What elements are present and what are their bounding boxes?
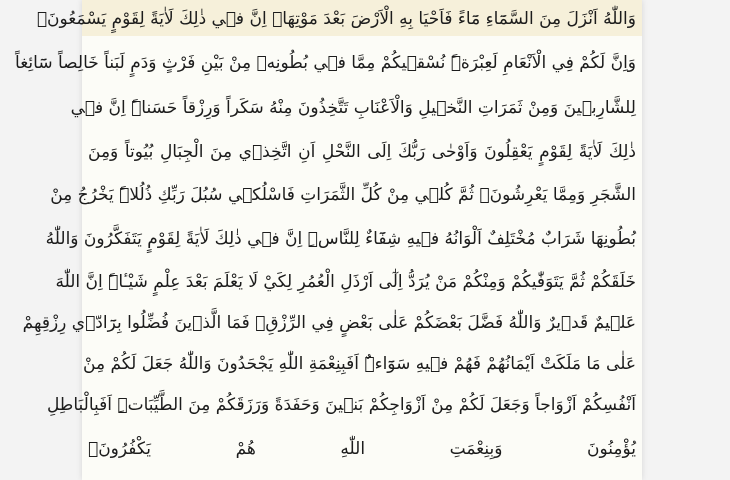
text-line-10: اَنْفُسِكُمْ اَزْوَاجاً وَجَعَلَ لَكُمْ مِنْ اَزْوَاجِكُمْ بَن۪ينَ وَحَفَدَةً وَرَزَقَكُمْ مِنَ الطَّيِّبَاتِۜ اَفَبِالْبَاطِلِ	[46, 395, 636, 415]
mushaf-page	[15, 0, 642, 480]
text-line-6: بُطُونِهَا شَرَابٌ مُخْتَلِفٌ اَلْوَانُهُ ف۪يهِ شِفَٓاءٌ لِلنَّاسِۜ اِنَّ ف۪ي ذٰلِكَ لَاٰيَةً لِقَوْمٍ يَتَفَكَّرُونَ وَاللّٰهُ	[45, 229, 636, 249]
text-line-3: لِلشَّارِب۪ينَ وَمِنْ ثَمَرَاتِ النَّخ۪يلِ وَالْاَعْنَابِ تَتَّخِذُونَ مِنْهُ سَكَراً وَرِزْقاً حَسَناًۜ اِنَّ ف۪ي	[70, 98, 636, 118]
right-margin	[642, 0, 730, 480]
text-line-8: عَل۪يمٌ قَد۪يرٌ وَاللّٰهُ فَضَّلَ بَعْضَكُمْ عَلٰى بَعْضٍ فِي الرِّزْقِۚ فَمَا الَّذ۪ينَ فُضِّلُوا بِرَٓادّ۪ي رِزْقِهِمْ	[22, 313, 636, 333]
text-line-4: ذٰلِكَ لَاٰيَةً لِقَوْمٍ يَعْقِلُونَ وَاَوْحٰى رَبُّكَ اِلَى النَّحْلِ اَنِ اتَّخِذ۪ي مِنَ الْجِبَالِ بُيُوتاً وَمِنَ	[88, 142, 636, 162]
text-line-5: الشَّجَرِ وَمِمَّا يَعْرِشُونَۙ ثُمَّ كُل۪ي مِنْ كُلِّ الثَّمَرَاتِ فَاسْلُك۪ي سُبُلَ رَبِّكِ ذُلُلاًۜ يَخْرُجُ مِنْ	[50, 185, 636, 205]
text-line-9: عَلٰى مَا مَلَكَتْ اَيْمَانُهُمْ فَهُمْ ف۪يهِ سَوَٓاءٌۜ اَفَبِنِعْمَةِ اللّٰهِ يَجْحَدُونَ وَاللّٰهُ جَعَلَ لَكُمْ مِنْ	[83, 354, 636, 374]
text-line-2: وَاِنَّ لَكُمْ فِي الْاَنْعَامِ لَعِبْرَةًۜ نُسْق۪يكُمْ مِمَّا ف۪ي بُطُونِه۪ مِنْ بَيْنِ فَرْثٍ وَدَمٍ لَبَناً خَالِصاً سَٓائِغاً	[15, 53, 636, 73]
text-line-7: خَلَقَكُمْ ثُمَّ يَتَوَفّٰيكُمْ وَمِنْكُمْ مَنْ يُرَدُّ اِلٰٓى اَرْذَلِ الْعُمُرِ لِكَيْ لَا يَعْلَمَ بَعْدَ عِلْمٍ شَيْـٔاًۜ اِنَّ اللّٰهَ	[55, 272, 636, 292]
text-line-11: يُؤْمِنُونَ وَبِنِعْمَتِ اللّٰهِ هُمْ يَكْفُرُونَۙ	[88, 439, 636, 459]
text-line-1: وَاللّٰهُ اَنْزَلَ مِنَ السَّمَٓاءِ مَٓاءً فَاَحْيَا بِهِ الْاَرْضَ بَعْدَ مَوْتِهَاۜ اِنَّ ف۪ي ذٰلِكَ لَاٰيَةً لِقَوْمٍ يَسْمَعُونَ۟	[36, 9, 636, 29]
